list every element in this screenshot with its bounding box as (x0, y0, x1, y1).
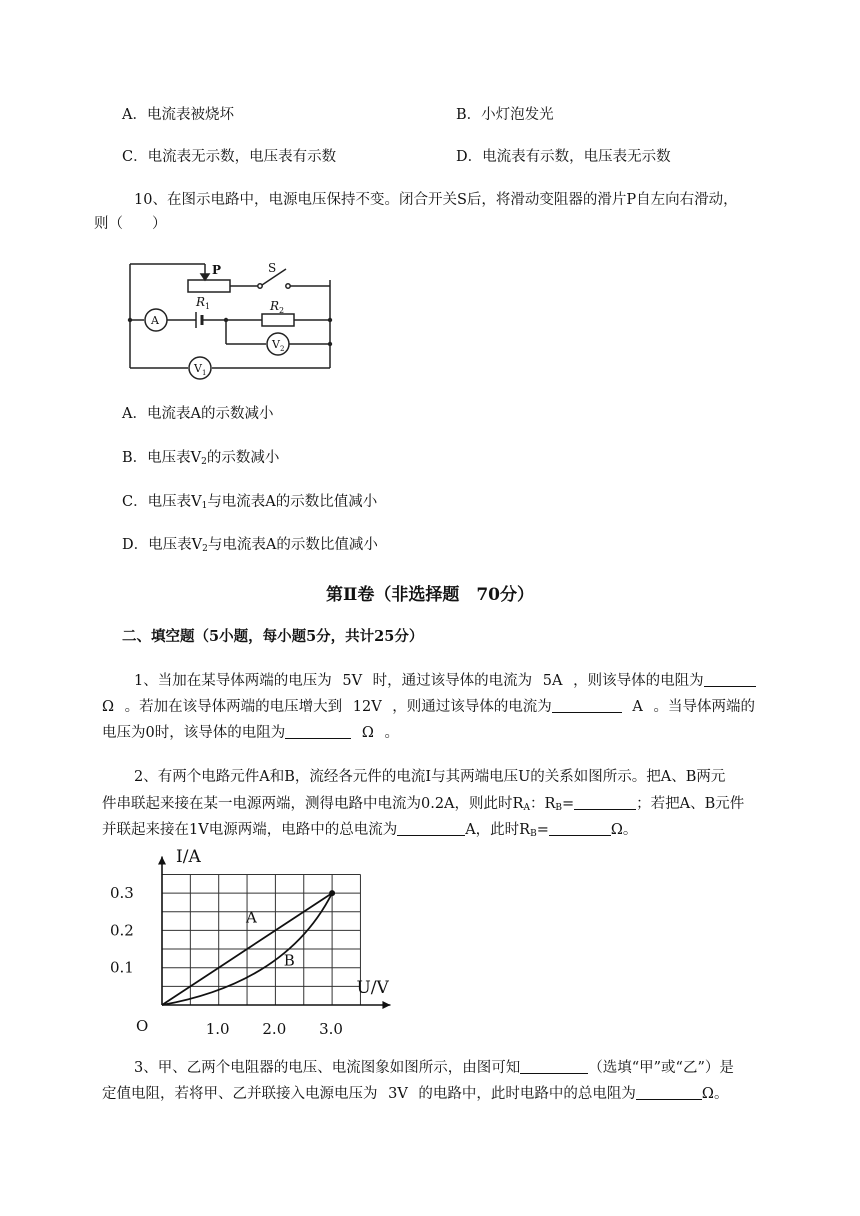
q2-blank-3[interactable] (549, 821, 611, 836)
x-axis-label: U/V (356, 978, 389, 998)
q9-option-c: C．电流表无示数，电压表有示数 (122, 149, 337, 165)
q2-text: 并联起来接在1V电源两端，电路中的总电流为 (102, 822, 398, 838)
origin-label: O (136, 1017, 149, 1035)
q1-text: 电压为0时，该导体的电阻为 (102, 725, 286, 741)
q1-blank-1[interactable] (704, 672, 756, 687)
y-tick-label: 0.3 (110, 884, 134, 903)
q1-blank-3[interactable] (285, 724, 351, 739)
q10-stem-line2: 则（ ） (94, 216, 167, 232)
q1-text: ，则该导体的电阻为 (573, 673, 704, 689)
q2-sub: A (523, 803, 530, 813)
q1-unit: Ω (361, 725, 374, 741)
v2-symbol-sub: 2 (280, 345, 285, 353)
q10-option-a: A．电流表A的示数减小 (122, 406, 274, 422)
x-tick-label: 3.0 (319, 1020, 343, 1038)
x-tick-label: 2.0 (262, 1020, 287, 1038)
q1-current-1: 5A (542, 673, 563, 689)
q1-unit: A (632, 699, 643, 715)
q1-text: 。若加在该导体两端的电压增大到 (124, 699, 343, 715)
q10-option-c (122, 492, 377, 516)
q2-line1: 2、有两个电路元件A和B，流经各元件的电流I与其两端电压U的关系如图所示。把A、B两元 (134, 769, 726, 785)
label-r2-sub: 2 (279, 306, 285, 315)
section-title: 二、填空题（5小题，每小题5分，共计25分） (122, 628, 424, 645)
q1-line2 (102, 697, 755, 717)
q1-text: 。 (384, 725, 399, 741)
label-r1-sub: 1 (205, 302, 211, 311)
v2-symbol: V (272, 338, 280, 351)
q1-text: ，则通过该导体的电流为 (392, 699, 552, 715)
q2-text: = (536, 822, 549, 838)
x-tick-label: 1.0 (205, 1020, 230, 1038)
q10-option-d-sub: 2 (202, 544, 208, 554)
x-axis-arrow (382, 1001, 390, 1009)
series-intersection-point (329, 890, 335, 896)
q1-voltage-2: 12V (352, 699, 382, 715)
q9-option-a: A．电流表被烧坏 (122, 107, 234, 123)
circuit-diagram (120, 252, 350, 382)
v1-symbol-sub: 1 (202, 369, 207, 377)
q10-option-d-text2: 与电流表A的示数比值减小 (207, 537, 378, 553)
series-label-A: A (246, 908, 257, 927)
q2-text: Ω。 (610, 822, 638, 838)
y-tick-label: 0.1 (110, 958, 134, 977)
q10-option-d-text: D．电压表V (122, 537, 203, 553)
q10-option-b-sub: 2 (201, 457, 207, 467)
label-s: S (268, 261, 277, 275)
q1-unit: Ω (102, 699, 115, 715)
q3-text: 3、甲、乙两个电阻器的电压、电流图象如图所示，由图可知 (134, 1060, 521, 1076)
q1-text: 1、当加在某导体两端的电压为 (134, 673, 332, 689)
series-label-B: B (283, 951, 295, 970)
ammeter-symbol: A (151, 314, 159, 327)
q2-line3 (102, 820, 637, 844)
q2-blank-1[interactable] (574, 795, 636, 810)
v1-symbol: V (194, 362, 202, 375)
q10-option-d (122, 535, 378, 559)
label-r2: R (270, 299, 280, 313)
q2-text: = (562, 796, 575, 812)
q3-blank-2[interactable] (636, 1085, 702, 1100)
q1-line3 (102, 723, 399, 743)
q10-option-b (122, 448, 279, 472)
q10-option-c-sub: 1 (201, 501, 208, 511)
q3-text: 的电路中，此时电路中的总电阻为 (418, 1086, 636, 1102)
q2-sub: B (555, 803, 562, 813)
q2-text: ：R (529, 796, 556, 812)
q9-option-b: B．小灯泡发光 (456, 107, 554, 123)
iu-chart (108, 843, 389, 1040)
q2-text: A，此时R (465, 822, 531, 838)
q3-text: Ω。 (701, 1086, 729, 1102)
q2-sub: B (530, 829, 537, 839)
label-r1: R (196, 295, 206, 309)
q2-text: 件串联起来接在某一电源两端，测得电路中电流为0.2A，则此时R (102, 796, 524, 812)
q3-line1 (134, 1058, 734, 1078)
q1-text: 。当导体两端的 (653, 699, 755, 715)
q10-option-b-text: B．电压表V (122, 450, 202, 466)
q3-line2 (102, 1084, 728, 1104)
q10-option-c-text2: 与电流表A的示数比值减小 (207, 494, 378, 510)
y-axis-arrow (158, 856, 166, 864)
label-p: P (212, 263, 222, 277)
q2-line2 (102, 794, 744, 818)
q1-line1 (134, 671, 756, 691)
part2-title: 第Ⅱ卷（非选择题 70分） (326, 585, 534, 605)
q10-option-b-text2: 的示数减小 (206, 450, 280, 466)
q10-stem-line1: 10、在图示电路中，电源电压保持不变。闭合开关S后，将滑动变阻器的滑片P自左向右滑动， (134, 192, 738, 208)
q9-option-d: D．电流表有示数，电压表无示数 (456, 149, 671, 165)
q1-blank-2[interactable] (552, 698, 622, 713)
q3-blank-1[interactable] (520, 1059, 588, 1074)
q3-voltage: 3V (388, 1086, 408, 1102)
q3-text: （选填“甲”或“乙”）是 (588, 1060, 734, 1076)
q2-text: ；若把A、B元件 (636, 796, 745, 812)
y-axis-label: I/A (176, 847, 201, 867)
q1-voltage-1: 5V (342, 673, 363, 689)
q10-option-c-text: C．电压表V (122, 494, 202, 510)
q3-text: 定值电阻，若将甲、乙并联接入电源电压为 (102, 1086, 378, 1102)
q2-blank-2[interactable] (397, 821, 465, 836)
y-tick-label: 0.2 (110, 921, 134, 940)
q1-text: 时，通过该导体的电流为 (372, 673, 533, 689)
